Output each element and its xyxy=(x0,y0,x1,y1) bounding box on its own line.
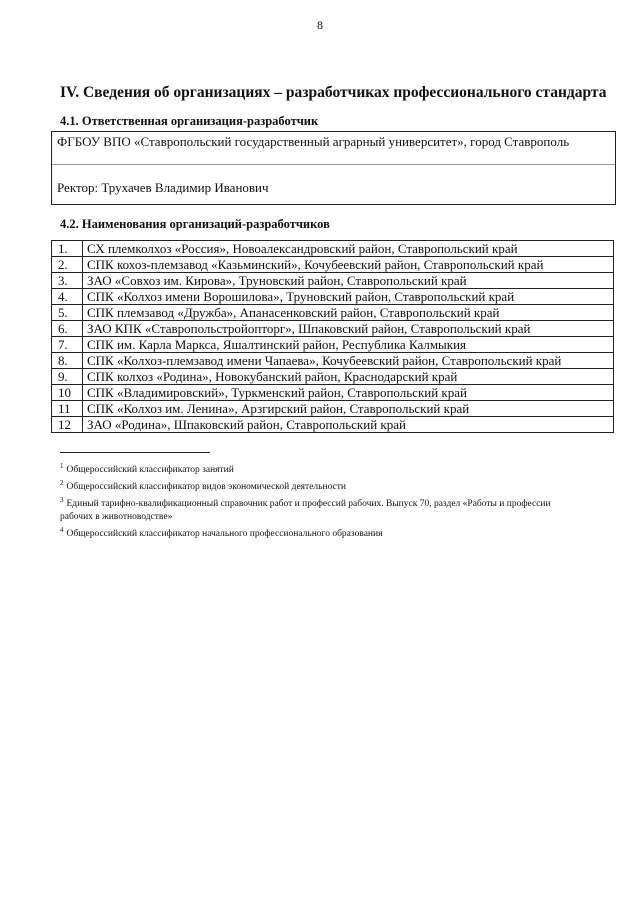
organization-name: СПК племзавод «Дружба», Апанасенковский район, Ставропольский край xyxy=(83,305,614,321)
organization-name: ЗАО «Совхоз им. Кирова», Труновский район, Ставропольский край xyxy=(83,273,614,289)
footnote-text: Общероссийский классификатор начального профессионального образования xyxy=(66,529,383,540)
responsible-org-head: Ректор: Трухачев Владимир Иванович xyxy=(57,180,269,195)
row-number: 6. xyxy=(52,321,83,337)
table-row xyxy=(52,401,614,417)
table-row xyxy=(52,289,614,305)
footnote-mark: 3 xyxy=(60,496,64,505)
organization-name: СПК «Колхоз имени Ворошилова», Труновский район, Ставропольский край xyxy=(83,289,614,305)
footnote xyxy=(60,460,580,477)
section-heading: IV. Сведения об организациях – разработчиках профессионального стандарта xyxy=(60,84,607,101)
row-number: 5. xyxy=(52,305,83,321)
row-number: 3. xyxy=(52,273,83,289)
footnote xyxy=(60,494,580,524)
footnote xyxy=(60,524,580,541)
row-number: 1. xyxy=(52,241,83,257)
organization-name: СХ племколхоз «Россия», Новоалександровский район, Ставропольский край xyxy=(83,241,614,257)
organization-name: СПК колхоз «Родина», Новокубанский район, Краснодарский край xyxy=(83,369,614,385)
organization-name: СПК «Колхоз им. Ленина», Арзгирский район, Ставропольский край xyxy=(83,401,614,417)
footnote-text: Общероссийский классификатор занятий xyxy=(66,465,234,476)
table-row xyxy=(52,417,614,433)
footnote-mark: 1 xyxy=(60,462,64,470)
row-number: 9. xyxy=(52,369,83,385)
row-number: 2. xyxy=(52,257,83,273)
page-number: 8 xyxy=(317,18,323,32)
organization-name: СПК «Владимировский», Туркменский район, Ставропольский край xyxy=(83,385,614,401)
row-number: 7. xyxy=(52,337,83,353)
table-row xyxy=(52,353,614,369)
organization-name: СПК кохоз-племзавод «Казьминский», Кочубеевский район, Ставропольский край xyxy=(83,257,614,273)
responsible-org-name: ФГБОУ ВПО «Ставропольский государственный аграрный университет», город Ставрополь xyxy=(57,134,570,149)
responsible-org-heading: 4.1. Ответственная организация-разработчик xyxy=(60,114,319,128)
table-row xyxy=(52,305,614,321)
footnote xyxy=(60,477,580,494)
developer-orgs-heading: 4.2. Наименования организаций-разработчиков xyxy=(60,217,330,231)
organization-name: СПК «Колхоз-племзавод имени Чапаева», Кочубеевский район, Ставропольский край xyxy=(83,353,614,369)
table-row xyxy=(52,321,614,337)
table-row xyxy=(52,337,614,353)
table-row xyxy=(52,369,614,385)
organization-name: ЗАО КПК «Ставропольстройопторг», Шпаковский район, Ставропольский край xyxy=(83,321,614,337)
footnotes xyxy=(60,460,580,542)
footnote-text: Единый тарифно-квалификационный справочник работ и профессий рабочих. Выпуск 70, раздел «Работы и профессии рабочих в животноводстве» xyxy=(60,499,551,523)
developer-orgs-table xyxy=(51,240,614,433)
organization-name: СПК им. Карла Маркса, Яшалтинский район, Республика Калмыкия xyxy=(83,337,614,353)
row-number: 11 xyxy=(52,401,83,417)
row-number: 10 xyxy=(52,385,83,401)
row-number: 12 xyxy=(52,417,83,433)
table-row xyxy=(52,385,614,401)
organization-name: ЗАО «Родина», Шпаковский район, Ставропольский край xyxy=(83,417,614,433)
footnote-mark: 2 xyxy=(60,479,64,488)
table-row xyxy=(52,241,614,257)
footnote-separator xyxy=(60,452,210,453)
table-row xyxy=(52,273,614,289)
row-number: 8. xyxy=(52,353,83,369)
row-number: 4. xyxy=(52,289,83,305)
footnote-mark: 4 xyxy=(60,526,64,535)
table-row xyxy=(52,257,614,273)
footnote-text: Общероссийский классификатор видов экономической деятельности xyxy=(66,482,347,493)
responsible-org-divider xyxy=(52,164,615,165)
